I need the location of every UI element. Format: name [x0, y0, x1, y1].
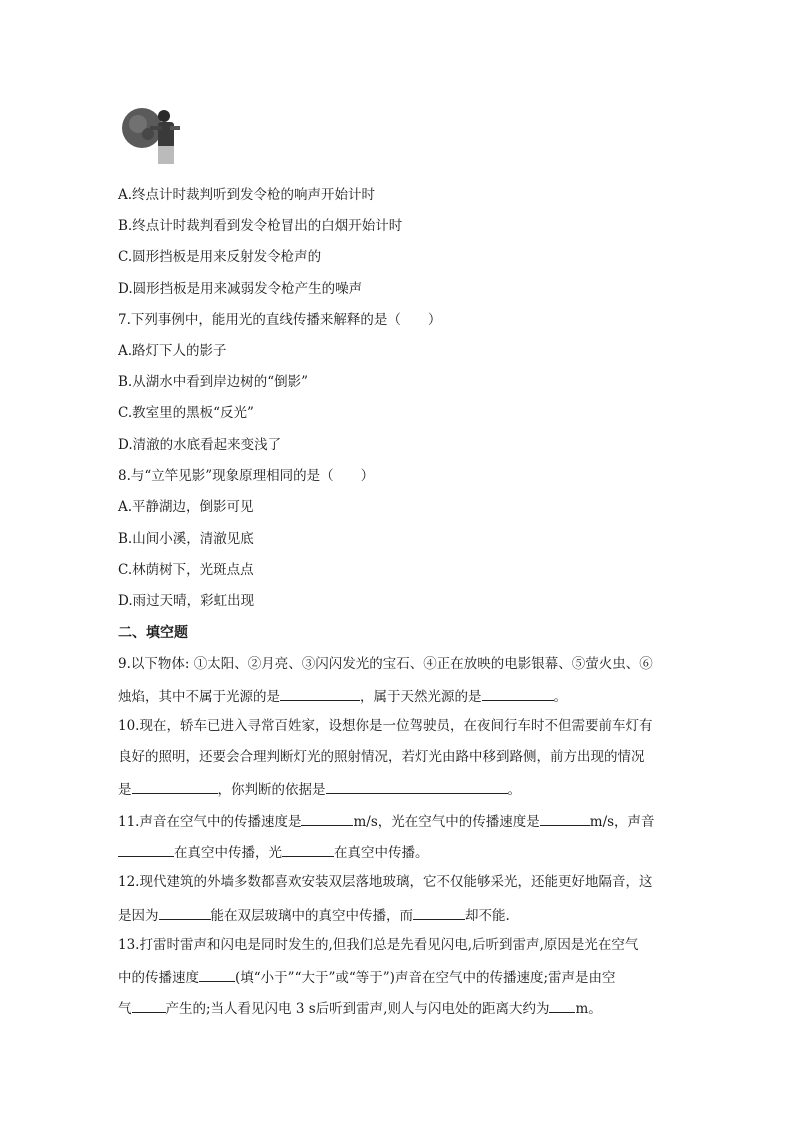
- q8-stem: 8.与“立竿见影”现象原理相同的是（ ）: [118, 468, 375, 484]
- q11-blank-2[interactable]: [540, 811, 590, 826]
- section-heading-fill-in: 二、填空题: [118, 625, 188, 641]
- q13-text-e: m。: [575, 1001, 602, 1017]
- q11-blank-4[interactable]: [282, 842, 334, 857]
- q9-blank-2[interactable]: [482, 686, 554, 701]
- q7-option-d: D.清澈的水底看起来变浅了: [118, 437, 282, 453]
- q9-text-c: 。: [553, 689, 567, 705]
- q13-text-a: 中的传播速度: [118, 970, 199, 986]
- q11-text-a: 11.声音在空气中的传播速度是: [118, 814, 302, 830]
- q12-blank-1[interactable]: [159, 905, 211, 920]
- q12-line-2: [118, 905, 510, 925]
- q9-text-a: 烛焰，其中不属于光源的是: [118, 689, 280, 705]
- q10-text-a: 是: [118, 782, 132, 798]
- q10-text-b: ，你判断的依据是: [217, 782, 326, 798]
- q11-blank-1[interactable]: [301, 811, 353, 826]
- q13-text-d: 产生的;当人看见闪电 3 s后听到雷声,则人与闪电处的距离大约为: [165, 1001, 550, 1017]
- q10-line-3: [118, 779, 521, 799]
- q11-text-b: m/s，光在空气中的传播速度是: [353, 814, 540, 830]
- q13-line-1: 13.打雷时雷声和闪电是同时发生的,但我们总是先看见闪电,后听到雷声,原因是光在空气: [118, 937, 639, 953]
- q13-text-b: (填“小于”“大于”或“等于”)声音在空气中的传播速度;雷声是由空: [235, 970, 616, 986]
- q11-line-2: [118, 842, 429, 862]
- q6-option-a: A.终点计时裁判听到发令枪的响声开始计时: [118, 187, 376, 203]
- q11-line-1: [118, 811, 655, 831]
- q11-text-d: 在真空中传播，光: [174, 845, 282, 861]
- q11-text-c: m/s，声音: [589, 814, 655, 830]
- q8-option-b: B.山间小溪，清澈见底: [118, 531, 254, 547]
- q11-blank-3[interactable]: [118, 842, 174, 857]
- q6-option-c: C.圆形挡板是用来反射发令枪声的: [118, 249, 322, 265]
- q8-option-d: D.雨过天晴，彩虹出现: [118, 593, 255, 609]
- q10-text-c: 。: [507, 782, 521, 798]
- q13-blank-3[interactable]: [549, 998, 575, 1013]
- q13-blank-1[interactable]: [199, 967, 235, 982]
- q10-blank-1[interactable]: [132, 779, 218, 794]
- q9-blank-1[interactable]: [280, 686, 360, 701]
- q8-option-a: A.平静湖边，倒影可见: [118, 499, 254, 515]
- q9-line-1: 9.以下物体: ①太阳、②月亮、③闪闪发光的宝石、④正在放映的电影银幕、⑤萤火虫、⑥: [118, 656, 653, 672]
- q11-text-e: 在真空中传播。: [334, 845, 429, 861]
- q7-option-c: C.教室里的黑板“反光”: [118, 405, 254, 421]
- q6-option-b: B.终点计时裁判看到发令枪冒出的白烟开始计时: [118, 218, 403, 234]
- q12-blank-2[interactable]: [413, 905, 465, 920]
- q12-line-1: 12.现代建筑的外墙多数都喜欢安装双层落地玻璃，它不仅能够采光，还能更好地隔音，这: [118, 874, 653, 890]
- starter-pistol-photo: [120, 106, 198, 164]
- q7-option-b: B.从湖水中看到岸边树的“倒影”: [118, 374, 309, 390]
- q13-line-2: [118, 967, 616, 987]
- q9-text-b: ，属于天然光源的是: [360, 689, 482, 705]
- q13-blank-2[interactable]: [132, 998, 166, 1013]
- q7-option-a: A.路灯下人的影子: [118, 343, 227, 359]
- q8-option-c: C.林荫树下，光斑点点: [118, 562, 254, 578]
- q9-line-2: [118, 686, 567, 706]
- q10-blank-2[interactable]: [326, 779, 508, 794]
- q12-text-a: 是因为: [118, 908, 159, 924]
- q13-line-3: [118, 998, 602, 1018]
- q13-text-c: 气: [118, 1001, 132, 1017]
- q10-line-1: 10.现在，轿车已进入寻常百姓家，设想你是一位驾驶员，在夜间行车时不但需要前车灯有: [118, 718, 653, 734]
- q10-line-2: 良好的照明，还要会合理判断灯光的照射情况，若灯光由路中移到路侧，前方出现的情况: [118, 749, 645, 765]
- q7-stem: 7.下列事例中，能用光的直线传播来解释的是（ ）: [118, 312, 442, 328]
- q12-text-c: 却不能.: [465, 908, 510, 924]
- q6-option-d: D.圆形挡板是用来减弱发令枪产生的噪声: [118, 281, 363, 297]
- q12-text-b: 能在双层玻璃中的真空中传播，而: [210, 908, 413, 924]
